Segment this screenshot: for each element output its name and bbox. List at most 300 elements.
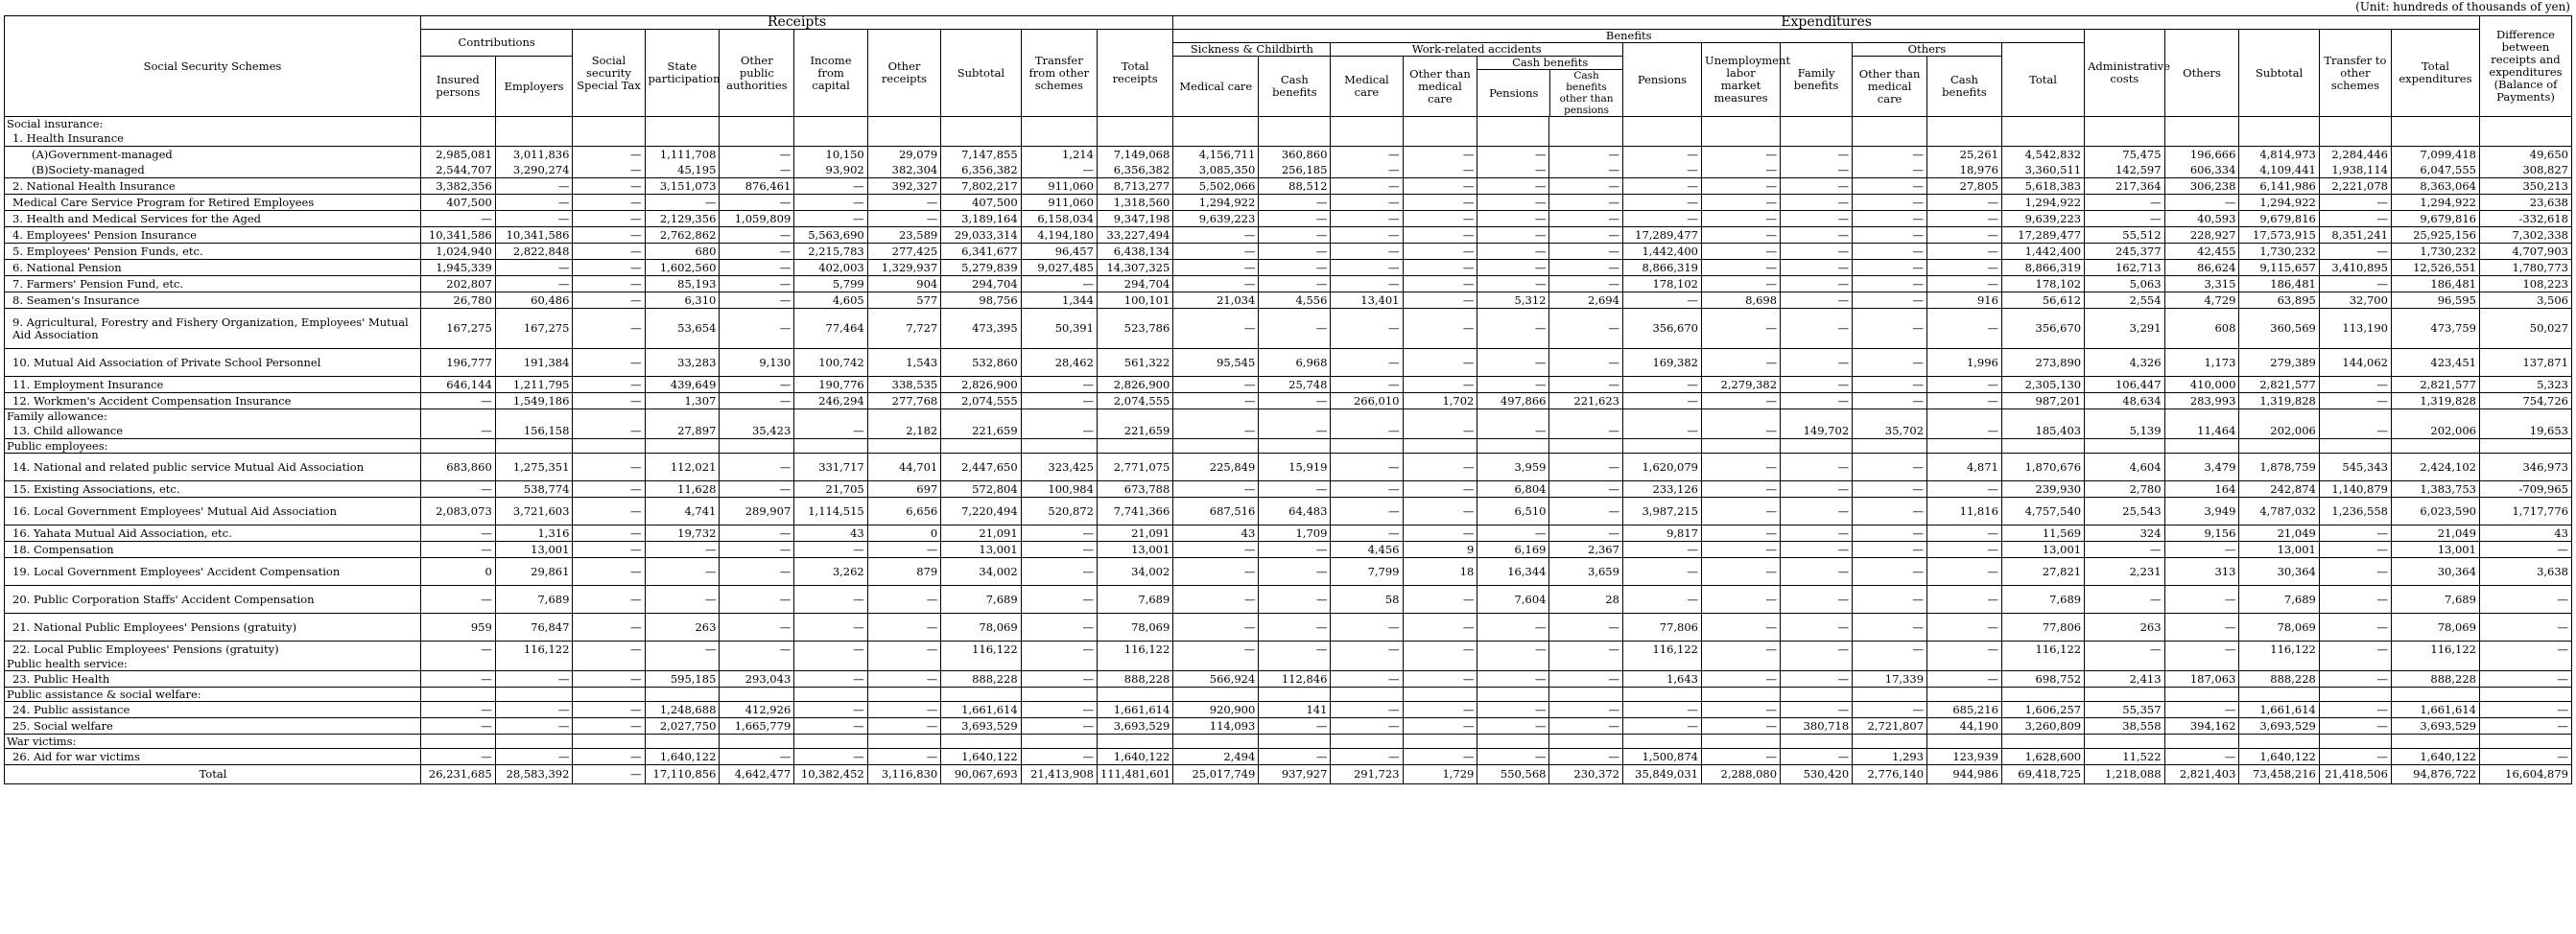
cell-value [573,409,645,424]
cell-value: 888,228 [1097,671,1172,688]
cell-value: 5,139 [2085,423,2164,439]
cell-value: — [1781,525,1853,542]
cell-value: 1,730,232 [2391,244,2479,260]
cell-value: — [1021,162,1097,178]
row-label: 4. Employees' Pension Insurance [5,227,421,244]
cell-value: — [1403,227,1477,244]
cell-value: — [420,671,495,688]
cell-value: 123,939 [1927,749,2002,765]
cell-value: 169,382 [1622,349,1701,377]
cell-value: 18 [1403,558,1477,586]
cell-value: 144,062 [2319,349,2391,377]
cell-value: — [1853,614,1927,642]
cell-value: 1,717,776 [2479,498,2571,525]
cell-value: — [1173,614,1259,642]
cell-value: — [794,195,867,211]
cell-value: — [1477,671,1549,688]
cell-value: — [1702,211,1781,227]
cell-value: 5,502,066 [1173,178,1259,195]
row-label: 6. National Pension [5,260,421,276]
cell-value: — [1781,702,1853,718]
cell-value: 33,227,494 [1097,227,1172,244]
cell-value: 673,788 [1097,481,1172,498]
cell-value [2479,657,2571,671]
cell-value: — [1331,614,1403,642]
cell-value: — [867,718,940,735]
section-row [5,688,2572,702]
cell-value [1021,688,1097,702]
row-label: 1. Health Insurance [5,130,421,147]
cell-value: — [420,718,495,735]
cell-value: 95,545 [1173,349,1259,377]
table-row [5,309,2572,349]
cell-value: 187,063 [2164,671,2239,688]
cell-value: — [2164,195,2239,211]
cell-value [2164,130,2239,147]
cell-value: — [1781,671,1853,688]
cell-value [495,130,573,147]
cell-value: 96,457 [1021,244,1097,260]
cell-value: 27,821 [2001,558,2084,586]
cell-value: 4,542,832 [2001,147,2084,163]
cell-value: 26,780 [420,292,495,309]
cell-value: 3,949 [2164,498,2239,525]
row-label: 21. National Public Employees' Pensions (gratuity) [5,614,421,642]
col-work-medical: Medical care [1331,57,1403,117]
cell-value [1549,117,1622,131]
cell-value: 11,522 [2085,749,2164,765]
cell-value: 8,698 [1702,292,1781,309]
cell-value: 30,364 [2391,558,2479,586]
cell-value [1331,735,1403,749]
cell-value [941,117,1021,131]
cell-value [573,117,645,131]
cell-value: — [720,749,794,765]
cell-value [1173,688,1259,702]
cell-value [2001,439,2084,454]
cell-value: 13,001 [495,542,573,558]
cell-value: 25,925,156 [2391,227,2479,244]
cell-value: 2,231 [2085,558,2164,586]
cell-value: — [1781,586,1853,614]
cell-value: — [1403,178,1477,195]
cell-value: — [573,393,645,409]
cell-value: — [1781,393,1853,409]
cell-value: — [420,525,495,542]
cell-value: 6,968 [1259,349,1331,377]
cell-value: 1,140,879 [2319,481,2391,498]
cell-value: 473,395 [941,309,1021,349]
cell-value: 43 [794,525,867,542]
cell-value: — [1259,586,1331,614]
cell-value [941,130,1021,147]
cell-value [1477,409,1549,424]
cell-value: — [1702,147,1781,163]
cell-value [1403,117,1477,131]
cell-value [1702,409,1781,424]
cell-value: 116,122 [941,642,1021,658]
cell-value [1477,657,1549,671]
cell-value: 3,260,809 [2001,718,2084,735]
cell-value: — [573,227,645,244]
cell-value: 1,709 [1259,525,1331,542]
cell-value: — [1549,195,1622,211]
cell-value: 137,871 [2479,349,2571,377]
cell-value: — [1173,227,1259,244]
cell-value: 116,122 [495,642,573,658]
cell-value: 904 [867,276,940,292]
cell-value: 263 [645,614,720,642]
cell-value [2085,439,2164,454]
cell-value: 1,316 [495,525,573,542]
cell-value: 21,705 [794,481,867,498]
cell-value: 3,987,215 [1622,498,1701,525]
cell-value: 32,700 [2319,292,2391,309]
cell-value: — [2319,749,2391,765]
cell-value: — [2319,423,2391,439]
row-label: 26. Aid for war victims [5,749,421,765]
cell-value: 2,721,807 [1853,718,1927,735]
cell-value: — [420,702,495,718]
cell-value: — [573,211,645,227]
total-cell: 530,420 [1781,765,1853,784]
cell-value: 2,554 [2085,292,2164,309]
cell-value: 55,512 [2085,227,2164,244]
cell-value: — [1549,702,1622,718]
cell-value: 162,713 [2085,260,2164,276]
section-row [5,439,2572,454]
row-label: 18. Compensation [5,542,421,558]
row-label: 9. Agricultural, Forestry and Fishery Organization, Employees' Mutual Aid Association [5,309,421,349]
cell-value: — [1331,147,1403,163]
table-row [5,227,2572,244]
cell-value [645,688,720,702]
cell-value: — [2479,671,2571,688]
cell-value [1021,130,1097,147]
cell-value: 112,021 [645,454,720,481]
row-label: 10. Mutual Aid Association of Private School Personnel [5,349,421,377]
col-employers: Employers [495,57,573,117]
cell-value: 646,144 [420,377,495,393]
cell-value: 1,665,779 [720,718,794,735]
cell-value: 888,228 [2239,671,2319,688]
cell-value: 313 [2164,558,2239,586]
cell-value: — [1549,614,1622,642]
cell-value [420,130,495,147]
cell-value: — [1021,525,1097,542]
cell-value: — [1927,558,2002,586]
cell-value: — [1403,309,1477,349]
cell-value [794,439,867,454]
cell-value: 246,294 [794,393,867,409]
cell-value: 1,236,558 [2319,498,2391,525]
cell-value: — [1477,702,1549,718]
cell-value: — [1781,349,1853,377]
cell-value: — [1702,276,1781,292]
cell-value: — [1622,195,1701,211]
cell-value: — [1853,558,1927,586]
cell-value: — [645,642,720,658]
cell-value: — [1549,525,1622,542]
cell-value: — [1927,671,2002,688]
cell-value: — [495,702,573,718]
cell-value [420,735,495,749]
cell-value [2085,117,2164,131]
cell-value [1097,657,1172,671]
cell-value: 2,413 [2085,671,2164,688]
cell-value [1097,735,1172,749]
cell-value: 876,461 [720,178,794,195]
cell-value: — [794,749,867,765]
cell-value: — [867,642,940,658]
cell-value: — [495,178,573,195]
cell-value: — [794,211,867,227]
cell-value: — [1477,377,1549,393]
table-row [5,614,2572,642]
cell-value: — [1259,642,1331,658]
cell-value [1549,130,1622,147]
cell-value: 1,214 [1021,147,1097,163]
cell-value: 911,060 [1021,178,1097,195]
cell-value: 577 [867,292,940,309]
cell-value: — [1549,481,1622,498]
table-row [5,260,2572,276]
cell-value: 324 [2085,525,2164,542]
cell-value: — [1781,377,1853,393]
cell-value: — [1702,542,1781,558]
cell-value: 3,291 [2085,309,2164,349]
cell-value: 3,693,529 [941,718,1021,735]
cell-value: 3,410,895 [2319,260,2391,276]
cell-value: 141 [1259,702,1331,718]
cell-value: 683,860 [420,454,495,481]
cell-value: — [794,423,867,439]
cell-value: — [1622,178,1701,195]
cell-value: 888,228 [2391,671,2479,688]
cell-value: 60,486 [495,292,573,309]
work-cash-benefits-cell [1477,57,1623,117]
cell-value: — [1331,260,1403,276]
cell-value: — [720,377,794,393]
cell-value [1021,439,1097,454]
cell-value: — [1331,525,1403,542]
cell-value: — [1622,377,1701,393]
cell-value [420,657,495,671]
cell-value: 190,776 [794,377,867,393]
cell-value [720,117,794,131]
cell-value: 1,024,940 [420,244,495,260]
cell-value: — [867,211,940,227]
cell-value [2085,657,2164,671]
cell-value: 6,510 [1477,498,1549,525]
cell-value: — [720,244,794,260]
cell-value: — [1021,614,1097,642]
cell-value: 3,693,529 [2391,718,2479,735]
cell-value: 1,702 [1403,393,1477,409]
cell-value: 1,211,795 [495,377,573,393]
cell-value: 64,483 [1259,498,1331,525]
table-row [5,195,2572,211]
cell-value [867,735,940,749]
cell-value: 78,069 [2239,614,2319,642]
work-cash-subtable [1477,57,1622,116]
cell-value: — [1549,260,1622,276]
cell-value: — [1853,147,1927,163]
work-accidents-header: Work-related accidents [1331,43,1623,57]
cell-value: 56,612 [2001,292,2084,309]
cell-value: 8,351,241 [2319,227,2391,244]
cell-value: — [1702,260,1781,276]
col-special-tax: Social security Special Tax [573,30,645,117]
cell-value: — [1021,558,1097,586]
cell-value: 523,786 [1097,309,1172,349]
cell-value: 27,805 [1927,178,2002,195]
section-row [5,117,2572,131]
cell-value: 6,141,986 [2239,178,2319,195]
cell-value: 595,185 [645,671,720,688]
cell-value: 754,726 [2479,393,2571,409]
table-row [5,292,2572,309]
cell-value: — [573,481,645,498]
cell-value: 13,001 [2001,542,2084,558]
cell-value: 306,238 [2164,178,2239,195]
cell-value: — [1331,671,1403,688]
cell-value: — [1331,276,1403,292]
cell-value: 228,927 [2164,227,2239,244]
cell-value: 8,866,319 [1622,260,1701,276]
cell-value: — [573,423,645,439]
cell-value: — [1021,642,1097,658]
cell-value: 7,741,366 [1097,498,1172,525]
table-row [5,162,2572,178]
cell-value: — [867,542,940,558]
cell-value: — [1259,227,1331,244]
cell-value: 1,307 [645,393,720,409]
cell-value: 27,897 [645,423,720,439]
cell-value: — [1702,614,1781,642]
cell-value: 116,122 [2001,642,2084,658]
table-row [5,276,2572,292]
cell-value [941,688,1021,702]
cell-value: 34,002 [941,558,1021,586]
col-work-cash-other: Cash benefits other than pensions [1559,70,1614,116]
col-others-other-medical: Other than medical care [1853,57,1927,117]
col-admin: Administrative costs [2085,30,2164,117]
cell-value: — [720,393,794,409]
cell-value: 63,895 [2239,292,2319,309]
cell-value: 3,638 [2479,558,2571,586]
cell-value [2001,117,2084,131]
col-total-receipts: Total receipts [1097,30,1172,117]
cell-value: 50,391 [1021,309,1097,349]
cell-value: 156,158 [495,423,573,439]
cell-value [2391,130,2479,147]
cell-value [867,657,940,671]
cell-value: 21,091 [1097,525,1172,542]
cell-value [2001,688,2084,702]
cell-value: 1,640,122 [1097,749,1172,765]
cell-value: — [1853,642,1927,658]
cell-value: 167,275 [420,309,495,349]
cell-value: 17,289,477 [1622,227,1701,244]
cell-value: — [1331,423,1403,439]
cell-value: — [1927,586,2002,614]
cell-value [2239,117,2319,131]
cell-value [1403,439,1477,454]
cell-value: — [495,671,573,688]
cell-value: -332,618 [2479,211,2571,227]
cell-value [1702,117,1781,131]
cell-value: — [1403,498,1477,525]
cell-value: — [1622,718,1701,735]
cell-value [1403,130,1477,147]
cell-value: 8,866,319 [2001,260,2084,276]
cell-value: — [1259,309,1331,349]
cell-value: 1,661,614 [1097,702,1172,718]
cell-value: 202,807 [420,276,495,292]
cell-value: 0 [867,525,940,542]
cell-value: 3,693,529 [2239,718,2319,735]
cell-value: 6,310 [645,292,720,309]
cell-value [720,735,794,749]
cell-value: — [1927,227,2002,244]
cell-value: — [867,614,940,642]
cell-value: — [495,211,573,227]
cell-value: — [1927,642,2002,658]
cell-value: 13,001 [1097,542,1172,558]
cell-value: — [1173,309,1259,349]
cell-value: — [2319,586,2391,614]
cell-value: — [495,260,573,276]
cell-value [2164,735,2239,749]
cell-value: 1,059,809 [720,211,794,227]
cell-value: — [1173,260,1259,276]
cell-value: 21,049 [2239,525,2319,542]
cell-value: 4,194,180 [1021,227,1097,244]
cell-value: 9,130 [720,349,794,377]
cell-value: — [1021,586,1097,614]
cell-value: 6,356,382 [941,162,1021,178]
cell-value: 17,573,915 [2239,227,2319,244]
table-row [5,525,2572,542]
cell-value: 76,847 [495,614,573,642]
col-total-benefits: Total [2001,43,2084,117]
cell-value: 1,620,079 [1622,454,1701,481]
cell-value: 93,902 [794,162,867,178]
cell-value: — [720,558,794,586]
cell-value: 9,027,485 [1021,260,1097,276]
cell-value: 7,799 [1331,558,1403,586]
cell-value: 7,220,494 [941,498,1021,525]
col-state: State participation [645,30,720,117]
cell-value: 44,190 [1927,718,2002,735]
cell-value: — [1781,614,1853,642]
row-label: 12. Workmen's Accident Compensation Insurance [5,393,421,409]
cell-value: 2,985,081 [420,147,495,163]
cell-value: 7,149,068 [1097,147,1172,163]
cell-value: 356,670 [1622,309,1701,349]
cell-value: — [1549,276,1622,292]
cell-value: 1,628,600 [2001,749,2084,765]
cell-value: — [1549,718,1622,735]
cell-value: — [573,718,645,735]
cell-value: 8,363,064 [2391,178,2479,195]
row-label: Public employees: [5,439,421,454]
cell-value: — [1549,147,1622,163]
cell-value: 1,294,922 [1173,195,1259,211]
cell-value: 2,182 [867,423,940,439]
cell-value: — [720,525,794,542]
